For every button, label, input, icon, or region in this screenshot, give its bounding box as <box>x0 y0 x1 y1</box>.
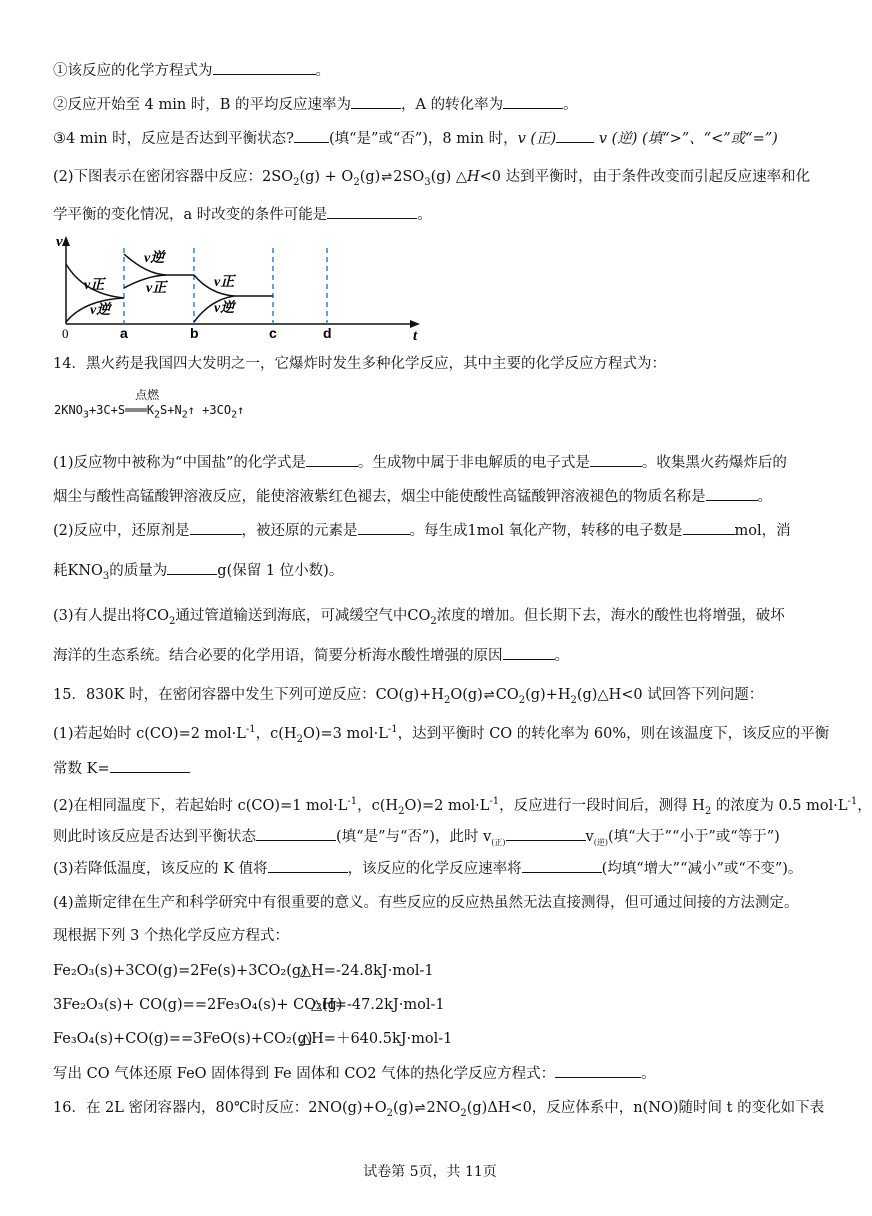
q13-part2: ②反应开始至 4 min 时，B 的平均反应速率为 ，A 的转化率为 。 <box>53 94 578 115</box>
y-axis-arrow-icon <box>62 236 70 246</box>
x-axis-arrow-icon <box>410 320 420 328</box>
answer-blank[interactable] <box>167 560 217 575</box>
q14-1-line2: 烟尘与酸性高锰酸钾溶液反应，能使溶液紫红色褪去，烟尘中能使酸性高锰酸钾溶液褪色的物质名称是 。 <box>53 486 772 507</box>
q14-equation: $2KNO_3+3C+S$ 点燃 $═══K_2S+N_2↑$ $+3CO_2↑$ <box>54 388 245 421</box>
answer-blank[interactable] <box>555 1063 641 1078</box>
answer-blank[interactable] <box>503 94 563 109</box>
reaction-2: 3Fe₂O₃(s)+ CO(g)==2Fe₃O₄(s)+ CO₂(g)△H=-47.2kJ·mol-1 <box>53 997 445 1013</box>
q15-4-question: 写出 CO 气体还原 FeO 固体得到 Fe 固体和 CO2 气体的热化学反应方程式： 。 <box>53 1063 656 1084</box>
label-v-ni-1: v逆 <box>90 303 111 318</box>
q14-title: 14．黑火药是我国四大发明之一，它爆炸时发生多种化学反应，其中主要的化学反应方程式为： <box>53 356 666 372</box>
q14-2-line2: 耗$KNO_3$的质量为 g(保留 1 位小数)。 <box>53 560 343 581</box>
reaction-condition: 点燃 ═══ <box>125 388 160 417</box>
answer-blank[interactable] <box>351 94 401 109</box>
q13-2-line2: 学平衡的变化情况，a 时改变的条件可能是 。 <box>53 204 432 225</box>
answer-blank[interactable] <box>190 520 242 535</box>
equilibrium-arrow-icon: ⇌ <box>483 688 495 703</box>
rate-time-graph <box>54 232 434 342</box>
answer-blank[interactable] <box>590 452 642 467</box>
answer-blank[interactable] <box>110 758 190 773</box>
label-v-ni-2: v逆 <box>144 251 165 266</box>
tick-a: a <box>120 325 128 341</box>
answer-blank[interactable] <box>503 645 555 660</box>
q16-title: 16．在 2L 密闭容器内，80℃时反应：$2NO(g)+O_2(g)\rightleftharpoons 2NO_2(g)\Delta H<0$，反应体系中，n(NO)随时间 t 的变化如下表 <box>53 1100 825 1119</box>
answer-blank[interactable] <box>256 826 336 841</box>
q15-4-line2: 现根据下列 3 个热化学反应方程式： <box>53 928 289 944</box>
answer-blank[interactable] <box>706 486 758 501</box>
answer-blank[interactable] <box>268 858 348 873</box>
q13-2-line1: (2)下图表示在密闭容器中反应：$2SO_2(g)$ + $O_2(g)\rightleftharpoons 2SO_3(g)$ △H<0 达到平衡时，由于条件改变而引起反应速率和化 <box>53 169 811 188</box>
answer-blank[interactable] <box>358 520 410 535</box>
q13-part1: ①该反应的化学方程式为 。 <box>53 60 330 81</box>
equilibrium-arrow-icon: ⇌ <box>381 170 393 185</box>
q15-2-line1: (2)在相同温度下，若起始时 c(CO)=1 $mol\cdot L^{-1}$，$c(H_2O)=2$ $mol\cdot L^{-1}$，反应进行一段时间后，测得 $H_2$ 的浓度为 0.5 $mol\cdot L^{-1}$， <box>53 796 872 817</box>
q15-3: (3)若降低温度，该反应的 K 值将 ，该反应的化学反应速率将 (均填“增大”“减小”或“不变”)。 <box>53 858 802 879</box>
reaction-1: Fe₂O₃(s)+3CO(g)=2Fe(s)+3CO₂(g)△H=-24.8kJ·mol-1 <box>53 963 434 979</box>
q14-3-line1: (3)有人提出将$CO_2$通过管道输送到海底，可减缓空气中$CO_2$浓度的增加。但长期下去，海水的酸性也将增强，破坏 <box>53 608 785 627</box>
answer-blank[interactable] <box>306 452 358 467</box>
q15-2-line2: 则此时该反应是否达到平衡状态 (填“是”与“否”)，此时 $v_{(正)}$ $v_{(逆)}$(填“大于”“小于”或“等于”) <box>53 826 780 847</box>
q15-1-line2: 常数 K= <box>53 758 190 779</box>
label-v-ni-3: v逆 <box>214 301 235 316</box>
origin-label: 0 <box>62 326 69 341</box>
answer-blank[interactable] <box>327 204 417 219</box>
tick-c: c <box>269 325 277 341</box>
reaction-3: Fe₃O₄(s)+CO(g)==3FeO(s)+CO₂(g)△H=＋640.5kJ·mol-1 <box>53 1031 453 1047</box>
q13-part3: ③4 min 时，反应是否达到平衡状态? (填“是”或“否”)，8 min 时，v (正) v (逆) (填“>”、“<”或“=”) <box>53 128 778 149</box>
y-axis-label: v <box>56 234 63 250</box>
answer-blank[interactable] <box>556 128 594 143</box>
label-v-zheng-2: v正 <box>146 281 167 296</box>
answer-blank[interactable] <box>522 858 602 873</box>
q14-1-line1: (1)反应物中被称为“中国盐”的化学式是 。生成物中属于非电解质的电子式是 。收集黑火药爆炸后的 <box>53 452 787 473</box>
page-footer: 试卷第 5页，共 11页 <box>363 1164 497 1180</box>
q15-4-line1: (4)盖斯定律在生产和科学研究中有很重要的意义。有些反应的反应热虽然无法直接测得，但可通过间接的方法测定。 <box>53 895 799 911</box>
q15-1-line1: (1)若起始时 c(CO)=2 $mol\cdot L^{-1}$，$c(H_2O)=3$ $mol\cdot L^{-1}$，达到平衡时 CO 的转化率为 60%，则在该温度下，该反应的平衡 <box>53 724 830 745</box>
q14-3-line2: 海洋的生态系统。结合必要的化学用语，简要分析海水酸性增强的原因 。 <box>53 645 569 666</box>
q14-2-line1: (2)反应中，还原剂是 ，被还原的元素是 。每生成1mol 氧化产物，转移的电子数是 mol，消 <box>53 520 791 541</box>
equilibrium-arrow-icon: ⇌ <box>414 1101 426 1116</box>
answer-blank[interactable] <box>294 128 329 143</box>
x-axis-label: t <box>413 328 418 344</box>
tick-b: b <box>190 325 199 341</box>
tick-d: d <box>323 325 332 341</box>
label-v-zheng-1: v正 <box>84 278 105 293</box>
double-line-arrow-icon: ═══ <box>125 403 147 417</box>
answer-blank[interactable] <box>683 520 735 535</box>
label-v-zheng-3: v正 <box>214 275 235 290</box>
answer-blank[interactable] <box>213 60 316 75</box>
q15-title: 15．830K 时，在密闭容器中发生下列可逆反应：$CO(g)+H_2O(g)\rightleftharpoons CO_2(g)+H_2(g)\triangle H<0$ 试回答下列问题： <box>53 687 764 706</box>
answer-blank[interactable] <box>506 826 586 841</box>
